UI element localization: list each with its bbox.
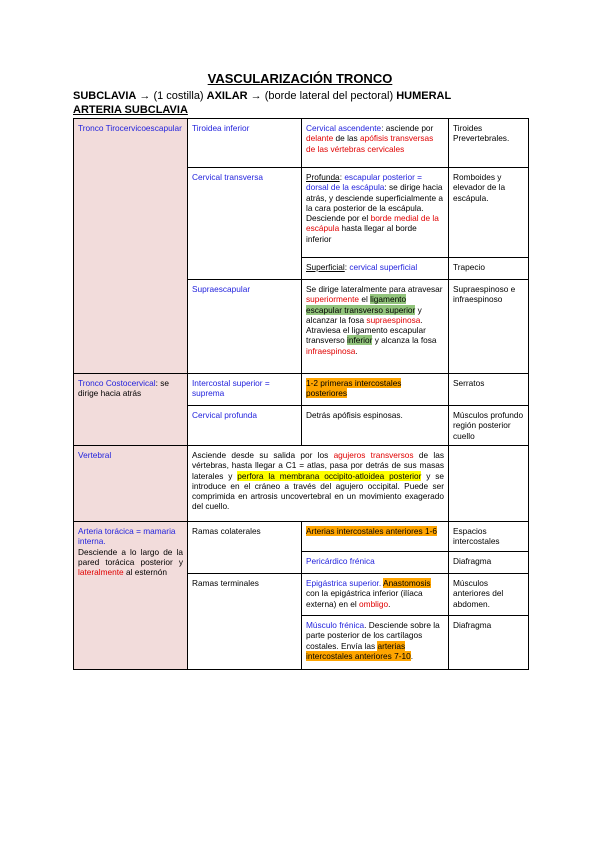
intercostales-territory: Espacios intercostales	[449, 522, 529, 552]
musculo-frenica: Músculo frénica	[306, 620, 365, 630]
intercostal-desc: 1-2 primeras intercostales posteriores	[306, 378, 402, 399]
perfora-membrana: perfora la membrana occipito-atloidea posterior	[237, 470, 422, 481]
delante-text: delante	[306, 133, 334, 144]
escapular-posterior: escapular posterior = dorsal de la escápula	[306, 172, 423, 193]
ligamento-superior: ligamento escapular transverso superior	[306, 294, 416, 315]
anastomosis: Anastomosis	[383, 578, 431, 588]
cervical-transversa-superficial	[302, 258, 449, 280]
branch-cervical-profunda: Cervical profunda	[188, 406, 302, 446]
table-row	[74, 374, 529, 406]
desc-text: y se introduce en el cráneo a través del agujero occipital. Puede ser comprimida en artrosis uncovertebral en un movimiento exagerado del cuello.	[192, 470, 444, 512]
arterias-intercostales: arterias intercostales anteriores 7-10	[306, 640, 411, 661]
frenica-description	[302, 616, 449, 670]
route-humeral: HUMERAL	[396, 90, 452, 102]
desc-text: .	[388, 598, 391, 609]
superiormente: superiormente	[306, 294, 360, 305]
cervical-profunda-territory: Músculos profundo región posterior cuello	[449, 406, 529, 446]
desc-text: de las	[333, 133, 360, 144]
desc-text: : se dirige hacia atrás, y desciende superficialmente a la cara posterior de la escápula. Desciende por el	[306, 182, 443, 224]
table-row	[74, 522, 529, 552]
cervical-transversa-profunda	[302, 168, 449, 258]
apofisis-text: apófisis transversas de las vértebras cervicales	[306, 133, 434, 154]
vertebral-description	[188, 446, 449, 522]
pericardico-territory: Diafragma	[449, 552, 529, 574]
intercostales-anteriores-text: Arterias intercostales anteriores 1-6	[306, 526, 437, 536]
toracica-name: Arteria torácica = mamaria interna.	[78, 526, 176, 547]
desc-text: . Atraviesa el ligamento escapular transverso	[306, 314, 426, 346]
ombligo: ombligo	[359, 598, 389, 609]
route-subclavia: SUBCLAVIA	[73, 90, 137, 102]
costocervical-desc: : se dirige hacia atrás	[78, 378, 169, 399]
subclavia-table	[73, 118, 529, 670]
desc-text: al esternón	[123, 567, 168, 578]
lateralmente: lateralmente	[78, 567, 124, 578]
page-title: VASCULARIZACIÓN TRONCO	[207, 71, 393, 86]
cervical-superficial: cervical superficial	[349, 262, 418, 272]
desc-text: .	[410, 650, 413, 661]
borde-medial: borde medial de la escápula	[306, 213, 439, 234]
supraescapular-territory: Supraespinoso e infraespinoso	[449, 280, 529, 374]
desc-text: y alcanzar la fosa	[306, 304, 422, 325]
table-row	[74, 446, 529, 522]
toracica-desc	[78, 547, 183, 578]
section-title: ARTERIA SUBCLAVIA	[73, 104, 188, 116]
epigastrica-territory: Músculos anteriores del abdomen.	[449, 574, 529, 616]
desc-text: Asciende desde su salida por los	[192, 450, 334, 460]
desc-text: : asciende por	[381, 123, 434, 133]
epigastrica-superior: Epigástrica superior.	[306, 578, 382, 588]
ramas-colaterales: Ramas colaterales	[188, 522, 302, 574]
supraespinosa: supraespinosa	[366, 314, 421, 325]
inferior: inferior	[347, 335, 373, 346]
pericardico-frenica: Pericárdico frénica	[302, 552, 449, 574]
ramas-terminales: Ramas terminales	[188, 574, 302, 670]
epigastrica-description	[302, 574, 449, 616]
tiroidea-description	[302, 119, 449, 168]
desc-text: de las vértebras, hasta llegar a C1 = atlas, pasa por detrás de sus masas laterales y	[192, 450, 445, 481]
frenica-territory: Diafragma	[449, 616, 529, 670]
route-arrow-2: → (borde lateral del pectoral)	[247, 90, 397, 102]
superficial-label: Superficial	[306, 262, 345, 272]
supraescapular-description	[302, 280, 449, 374]
route-arrow-1: → (1 costilla)	[136, 90, 207, 102]
cervical-ascendente: Cervical ascendente	[306, 123, 382, 133]
branch-tiroidea-inferior: Tiroidea inferior	[188, 119, 302, 168]
desc-text: el	[359, 294, 371, 305]
desc-text: Desciende a lo largo de la pared torácica posterior y	[78, 546, 183, 567]
profunda-label: Profunda	[306, 172, 340, 182]
trunk-costocervical	[74, 374, 188, 446]
agujeros-transversos: agujeros transversos	[333, 450, 414, 460]
vertebral-territory	[449, 446, 529, 522]
branch-supraescapular: Supraescapular	[188, 280, 302, 374]
superficial-territory: Trapecio	[449, 258, 529, 280]
desc-text: :	[344, 262, 350, 272]
intercostal-description	[302, 374, 449, 406]
branch-toracica-interna	[74, 522, 188, 670]
tiroidea-territory: Tiroides Prevertebrales.	[449, 119, 529, 168]
desc-text: . Desciende sobre la parte posterior de los cartílagos costales. Envía las	[306, 620, 440, 651]
branch-vertebral: Vertebral	[74, 446, 188, 522]
desc-text: Se dirige lateralmente para atravesar	[306, 284, 443, 294]
profunda-territory: Romboides y elevador de la escápula.	[449, 168, 529, 258]
branch-intercostal-superior: Intercostal superior = suprema	[188, 374, 302, 406]
table-row	[74, 119, 529, 168]
costocervical-name: Tronco Costocervical	[78, 378, 156, 388]
cervical-profunda-description: Detrás apófisis espinosas.	[302, 406, 449, 446]
route-axilar: AXILAR	[206, 90, 248, 102]
infraespinosa: infraespinosa	[306, 345, 356, 356]
intercostal-territory: Serratos	[449, 374, 529, 406]
desc-text: con la epigástrica inferior (ilíaca externa) en el	[306, 588, 423, 609]
desc-text: :	[339, 172, 345, 182]
artery-route	[73, 90, 451, 102]
desc-text: .	[355, 345, 358, 356]
intercostales-anteriores	[302, 522, 449, 552]
desc-text: hasta llegar al borde inferior	[306, 223, 417, 244]
trunk-tirocervical: Tronco Tirocervicoescapular	[74, 119, 188, 374]
branch-cervical-transversa: Cervical transversa	[188, 168, 302, 280]
desc-text: y alcanza la fosa	[372, 335, 437, 346]
